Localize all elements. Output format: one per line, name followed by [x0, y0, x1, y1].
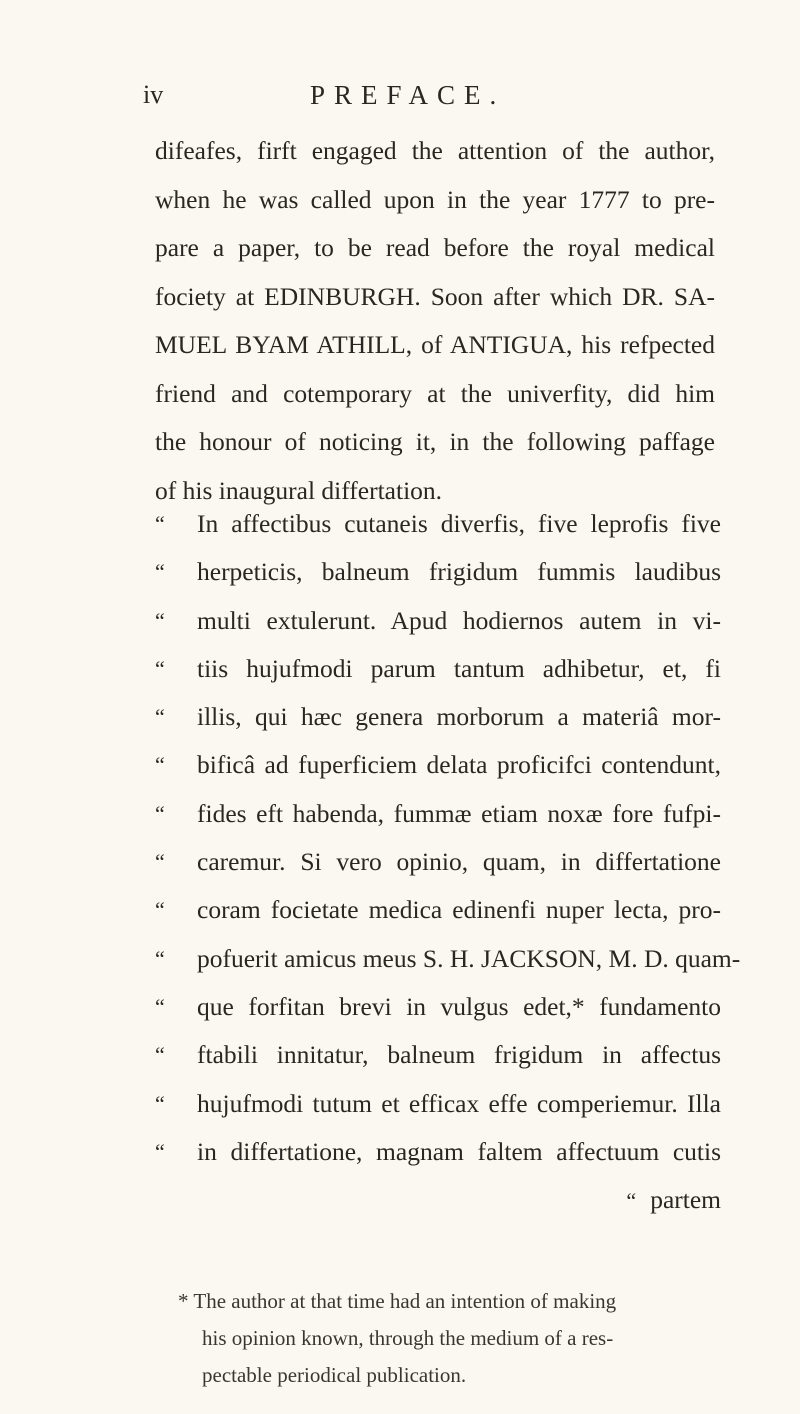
footnote-line: pectable periodical publication.: [202, 1363, 467, 1387]
quote-mark: “: [155, 704, 165, 730]
quote-mark: “: [155, 897, 165, 923]
quote-line: [155, 1176, 721, 1225]
quote-text: illis, qui hæc genera morborum a materiâ mor-: [197, 702, 721, 732]
quote-line: [155, 741, 721, 789]
quote-line: [155, 548, 721, 596]
quote-line: [155, 838, 721, 886]
paragraph-line: pare a paper, to be read before the royal medical: [155, 233, 715, 262]
paragraph-line: fociety at EDINBURGH. Soon after which DR. SA-: [155, 281, 715, 311]
quote-text: tiis hujufmodi parum tantum adhibetur, et, fi: [197, 653, 721, 683]
paragraph: [155, 127, 715, 515]
quote-text: caremur. Si vero opinio, quam, in differtatione: [197, 847, 721, 877]
footnote: [178, 1283, 718, 1394]
quote-mark: “: [155, 752, 165, 778]
quote-text: bificâ ad fuperficiem delata proficifci contendunt,: [197, 750, 721, 780]
quote-line: [155, 983, 721, 1031]
quote-mark: “: [155, 655, 165, 681]
running-head: PREFACE.: [310, 80, 506, 110]
quote-text: coram focietate medica edinenfi nuper lecta, pro-: [197, 895, 721, 925]
quote-line: [155, 935, 741, 983]
paragraph-line: the honour of noticing it, in the following paffage: [155, 427, 715, 456]
quote-mark: “: [155, 1042, 165, 1068]
quote-line: [155, 500, 721, 548]
quote-mark: “: [626, 1188, 637, 1214]
paragraph-line: of his inaugural differtation.: [155, 475, 443, 505]
quote-text: que forfitan brevi in vulgus edet,* fundamento: [197, 991, 721, 1021]
paragraph-line: when he was called upon in the year 1777 to pre-: [155, 184, 715, 214]
quote-text: fides eft habenda, fummæ etiam noxæ fore fufpi-: [197, 798, 721, 828]
quote-text: partem: [650, 1185, 721, 1215]
quote-text: hujufmodi tutum et efficax effe comperiemur. Illa: [197, 1088, 721, 1118]
paragraph-line: friend and cotemporary at the univerfity, did him: [155, 378, 715, 408]
paragraph-line: MUEL BYAM ATHILL, of ANTIGUA, his refpected: [155, 330, 715, 359]
footnote-line: his opinion known, through the medium of a res-: [202, 1326, 614, 1350]
quote-line: [155, 1128, 721, 1176]
quote-mark: “: [155, 993, 165, 1019]
quote-mark: “: [155, 511, 165, 536]
quote-text: in differtatione, magnam faltem affectuum cutis: [197, 1136, 721, 1166]
quote-mark: “: [155, 559, 165, 585]
quote-text: pofuerit amicus meus S. H. JACKSON, M. D. quam-: [197, 943, 741, 973]
quote-mark: “: [155, 1138, 165, 1164]
quote-text: herpeticis, balneum frigidum fummis laudibus: [197, 557, 721, 587]
quote-line: [155, 790, 721, 838]
quote-mark: “: [155, 800, 165, 826]
quote-line: [155, 1080, 721, 1128]
quote-line: [155, 645, 721, 693]
quote-line: [155, 1031, 721, 1079]
quote-mark: “: [155, 945, 165, 971]
quote-line: [155, 693, 721, 741]
quote-mark: “: [155, 1090, 165, 1116]
quote-text: multi extulerunt. Apud hodiernos autem in vi-: [197, 605, 721, 635]
catchword: [155, 1176, 721, 1225]
page-header: [0, 80, 800, 120]
page-number: iv: [143, 80, 164, 109]
paragraph-line: difeafes, firft engaged the attention of the author,: [155, 136, 715, 165]
quote-line: [155, 597, 721, 645]
quote-line: [155, 886, 721, 934]
quote-mark: “: [155, 849, 165, 875]
footnote-line: * The author at that time had an intention of making: [178, 1289, 617, 1313]
latin-quotation: [155, 500, 741, 1225]
quote-text: ftabili innitatur, balneum frigidum in affectus: [197, 1040, 721, 1070]
quote-text: In affectibus cutaneis diverfis, five leprofis five: [197, 509, 721, 538]
quote-mark: “: [155, 607, 165, 633]
